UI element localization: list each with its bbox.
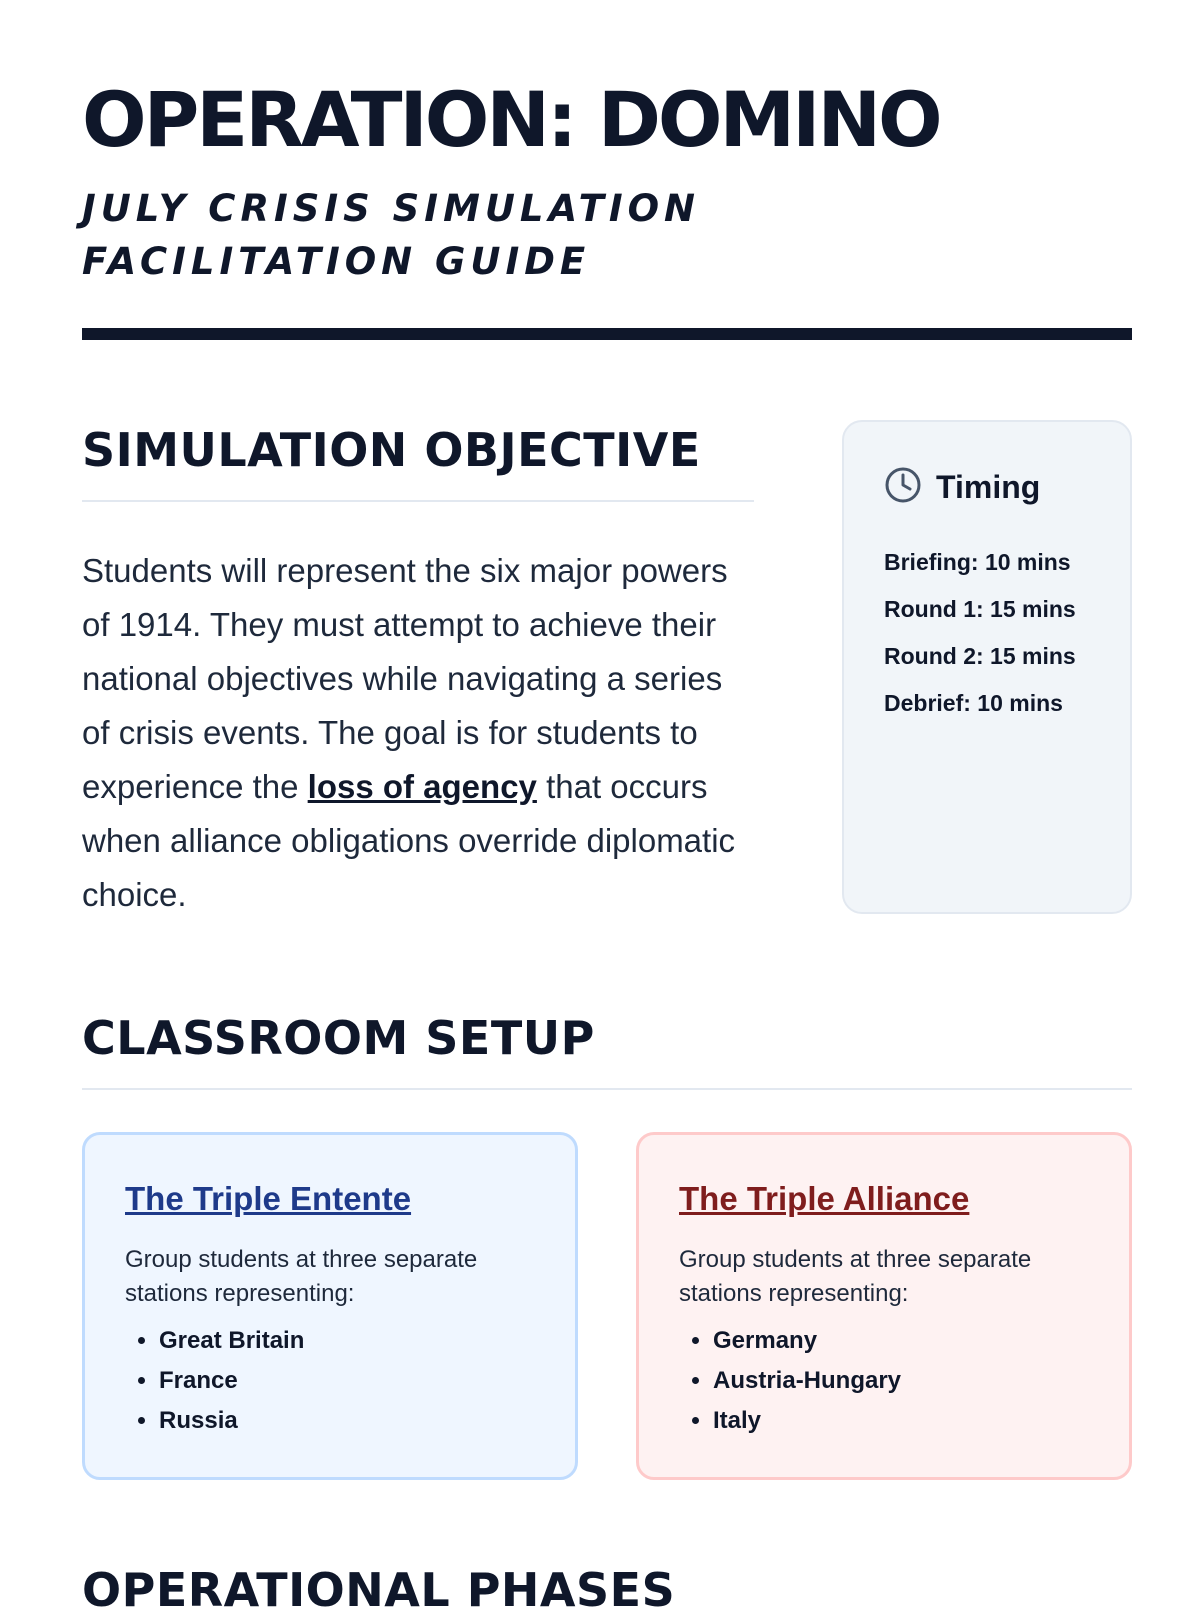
objective-heading: SIMULATION OBJECTIVE [82,423,701,477]
timing-card [842,420,1132,914]
alliance-intro: Group students at three separate stations representing: [679,1246,1032,1307]
document-subtitle: JULY CRISIS SIMULATION FACILITATION GUIDE [82,187,701,283]
classroom-setup-section [82,1008,1132,1480]
title-divider [82,328,1132,340]
objective-text [82,544,754,922]
document-title: OPERATION: DOMINO [82,75,940,164]
objective-text-before: Students will represent the six major powers of 1914. They must attempt to achieve their national objectives while navigating a series of crisis events. The goal is for students to experience the [82,552,728,805]
triple-entente-card [82,1132,578,1480]
clock-icon [884,466,922,509]
timing-header [884,466,1090,509]
phases-heading: OPERATIONAL PHASES [82,1563,676,1617]
entente-members [125,1321,535,1441]
alliance-members [679,1321,1089,1441]
timing-list [884,539,1090,727]
alliance-member: • Austria-Hungary [713,1361,1089,1401]
objective-emphasis: loss of agency [307,768,537,805]
timing-item-briefing: Briefing: 10 mins [884,549,1071,575]
alliance-member: • Germany [713,1321,1089,1361]
alliance-title: The Triple Alliance [679,1180,970,1217]
entente-member: • Russia [159,1401,535,1441]
objective-divider [82,500,754,502]
entente-title: The Triple Entente [125,1180,412,1217]
objective-row [82,420,1132,922]
entente-member: • Great Britain [159,1321,535,1361]
simulation-objective-section [82,420,754,922]
alliance-member: • Italy [713,1401,1089,1441]
entente-intro: Group students at three separate stations representing: [125,1246,478,1307]
alliance-cards [82,1132,1132,1480]
objective-text-after: that occurs when alliance obligations override diplomatic choice. [82,768,736,913]
timing-item-round-2: Round 2: 15 mins [884,643,1076,669]
setup-divider [82,1088,1132,1090]
setup-heading: CLASSROOM SETUP [82,1011,595,1065]
timing-item-debrief: Debrief: 10 mins [884,690,1063,716]
timing-label: Timing [936,469,1041,505]
operational-phases-section [82,1560,1118,1620]
entente-member: • France [159,1361,535,1401]
timing-item-round-1: Round 1: 15 mins [884,596,1076,622]
triple-alliance-card [636,1132,1132,1480]
